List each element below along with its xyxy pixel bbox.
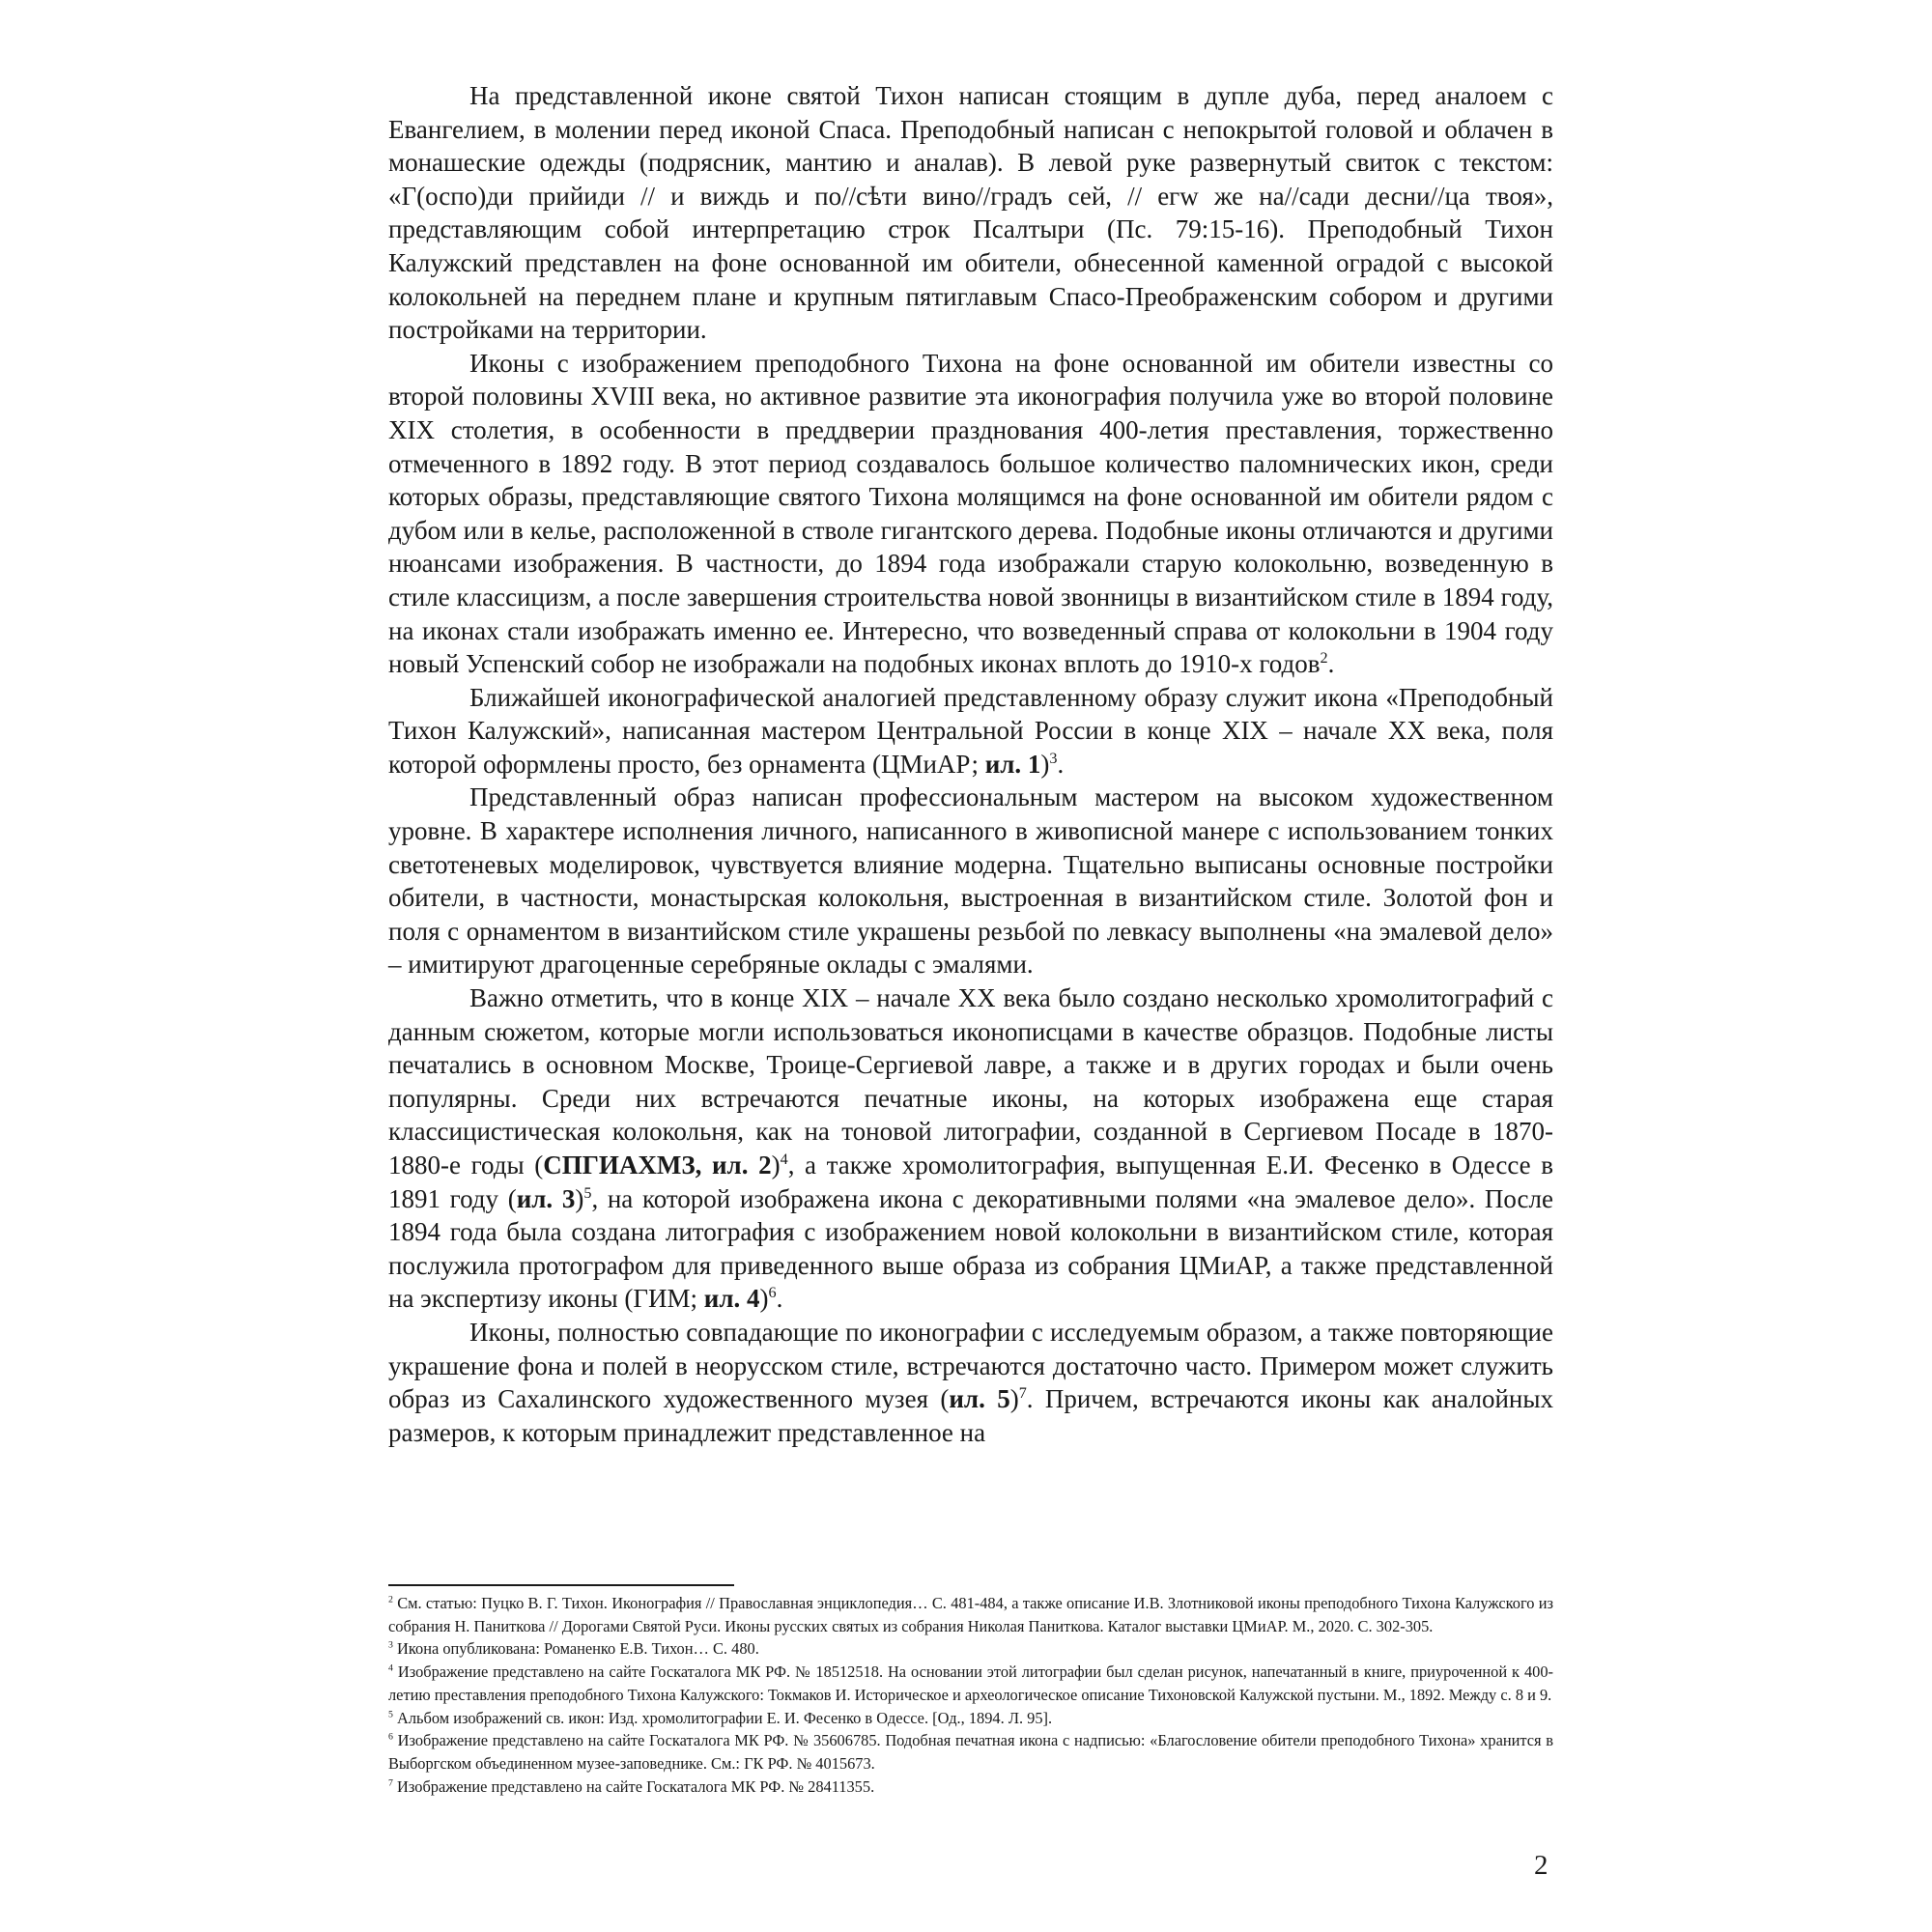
footnote-separator: [388, 1584, 734, 1586]
text-run: ): [575, 1183, 584, 1213]
text-run: , а также хромолитография, выпущенная Е.И. Фесенко в Одессе в 1891 году (: [388, 1151, 1554, 1213]
footnote-reference: 5: [583, 1183, 592, 1202]
footnote-text: Изображение представлено на сайте Госкаталога МК РФ. № 28411355.: [397, 1776, 875, 1796]
text-run: На представленной иконе святой Тихон написан стоящим в дупле дуба, перед аналоем с Евангелием, в молении перед иконой Спаса. Преподобный написан с непокрытой головой и облачен в монашеские одежды (подрясник, мантию и аналав). В левой руке развернутый свиток с текстом: «Г(оспо)ди прийиди // и виждь и по//сѣти вино//градъ сей, // егw же на//сади десни//ца твоя», представляющим собой интерпретацию строк Псалтыри (Пс. 79:15-16). Преподобный Тихон Калужский представлен на фоне основанной им обители, обнесенной каменной оградой с высокой колокольней на переднем плане и крупным пятиглавым Спасо-Преображенским собором и другими постройками на территории.: [388, 81, 1553, 345]
illustration-reference: СПГИАХМЗ, ил. 2: [543, 1151, 772, 1179]
text-run: ): [1009, 1384, 1019, 1414]
text-run: .: [776, 1284, 783, 1314]
footnote-reference: 4: [780, 1151, 788, 1168]
text-run: Представленный образ написан профессиональным мастером на высоком художественном уровне. В характере исполнения личного, написанного в живописной манере с использованием тонких светотеневых моделировок, чувствуется влияние модерна. Тщательно выписаны основные постройки обители, в частности, монастырская колокольня, выстроенная в византийском стиле. Золотой фон и поля с орнаментом в византийском стиле украшены резьбой по левкасу выполнены «на эмалевой дело» – имитируют драгоценные серебряные оклады с эмалями.: [388, 782, 1553, 980]
footnote-number: 7: [388, 1777, 393, 1789]
illustration-reference: ил. 5: [949, 1384, 1010, 1414]
paragraph: [388, 347, 1553, 681]
footnote-text: См. статью: Пуцко В. Г. Тихон. Иконография // Православная энциклопедия… С. 481-484, а также описание И.В. Злотниковой иконы преподобного Тихона Калужского из собрания Н. Паниткова // Дорогами Святой Руси. Иконы русских святых из собрания Николая Паниткова. Каталог выставки ЦМиАР. М., 2020. С. 302-305.: [388, 1594, 1553, 1635]
text-run: ): [1040, 749, 1050, 779]
text-run: Важно отметить, что в конце XIX – начале XX века было создано несколько хромолитографий с данным сюжетом, которые могли использоваться иконописцами в качестве образцов. Подобные листы печатались в основном Москве, Троице-Сергиевой лавре, а также и в других городах и были очень популярны. Среди них встречаются печатные иконы, на которых изображена еще старая классицистическая колокольня, как на тоновой литографии, созданной в Сергиевом Посаде в 1870-1880-е годы (: [388, 983, 1553, 1179]
footnote: [388, 1707, 1553, 1730]
paragraph: [388, 681, 1553, 781]
body-text: [388, 79, 1553, 1449]
paragraph: [388, 1316, 1553, 1449]
text-run: .: [1057, 749, 1065, 779]
text-run: . Причем, встречаются иконы как аналойных размеров, к которым принадлежит представленное на: [388, 1384, 1553, 1447]
text-run: , на которой изображена икона с декоративными полями «на эмалевое дело». После 1894 года была создана литография с изображением новой колокольни в византийском стиле, которая послужила протографом для приведенного выше образа из собрания ЦМиАР, а также представленной на экспертизу иконы (ГИМ;: [388, 1183, 1553, 1314]
footnote-text: Изображение представлено на сайте Госкаталога МК РФ. № 18512518. На основании этой литографии был сделан рисунок, напечатанный в книге, приуроченной к 400-летию преставления преподобного Тихона Калужского: Токмаков И. Историческое и археологическое описание Тихоновской Калужской пустыни. М., 1892. Между с. 8 и 9.: [388, 1662, 1553, 1704]
footnote-number: 5: [388, 1709, 393, 1720]
footnote-reference: 6: [768, 1284, 777, 1302]
text-run: Иконы, полностью совпадающие по иконографии с исследуемым образом, а также повторяющие украшение фона и полей в неорусском стиле, встречаются достаточно часто. Примером может служить образ из Сахалинского художественного музея (: [388, 1317, 1553, 1414]
text-run: Ближайшей иконографической аналогией представленному образу служит икона «Преподобный Тихон Калужский», написанная мастером Центральной России в конце XIX – начале XX века, поля которой оформлены просто, без орнамента (ЦМиАР;: [388, 682, 1553, 779]
footnotes: [388, 1592, 1553, 1798]
page-number: 2: [1534, 1850, 1548, 1881]
footnote: [388, 1637, 1553, 1661]
footnote: [388, 1729, 1553, 1775]
text-run: ): [771, 1151, 781, 1179]
footnote-reference: 2: [1320, 649, 1328, 668]
footnote-text: Изображение представлено на сайте Госкаталога МК РФ. № 35606785. Подобная печатная икона с надписью: «Благословение обители преподобного Тихона» хранится в Выборгском объединенном музее-заповеднике. См.: ГК РФ. № 4015673.: [388, 1731, 1553, 1773]
paragraph: [388, 981, 1553, 1316]
footnote-text: Икона опубликована: Романенко Е.В. Тихон… С. 480.: [397, 1639, 759, 1659]
text-run: Иконы с изображением преподобного Тихона на фоне основанной им обители известны со второй половины XVIII века, но активное развитие эта иконография получила уже во второй половине XIX столетия, в особенности в преддверии празднования 400-летия преставления, торжественно отмеченного в 1892 году. В этот период создавалось большое количество паломнических икон, среди которых образы, представляющие святого Тихона молящимся на фоне основанной им обители рядом с дубом или в келье, расположенной в стволе гигантского дерева. Подобные иконы отличаются и другими нюансами изображения. В частности, до 1894 года изображали старую колокольню, возведенную в стиле классицизм, а после завершения строительства новой звонницы в византийском стиле в 1894 году, на иконах стали изображать именно ее. Интересно, что возведенный справа от колокольни в 1904 году новый Успенский собор не изображали на подобных иконах вплоть до 1910-х годов: [388, 348, 1553, 679]
footnote: [388, 1592, 1553, 1637]
text-run: ): [759, 1284, 769, 1314]
paragraph: [388, 79, 1553, 347]
footnote-number: 3: [388, 1639, 393, 1651]
footnote-number: 2: [388, 1594, 393, 1605]
footnote-number: 6: [388, 1731, 393, 1743]
footnote: [388, 1661, 1553, 1706]
footnote: [388, 1776, 1553, 1799]
footnote-reference: 7: [1018, 1384, 1027, 1403]
illustration-reference: ил. 1: [984, 749, 1041, 779]
illustration-reference: ил. 4: [703, 1284, 760, 1314]
footnote-reference: 3: [1049, 749, 1058, 767]
text-run: .: [1327, 649, 1335, 679]
illustration-reference: ил. 3: [516, 1183, 576, 1213]
footnote-number: 4: [388, 1662, 393, 1674]
footnote-text: Альбом изображений св. икон: Изд. хромолитографии Е. И. Фесенко в Одессе. [Од., 1894. Л. 95].: [397, 1708, 1053, 1727]
paragraph: [388, 781, 1553, 981]
